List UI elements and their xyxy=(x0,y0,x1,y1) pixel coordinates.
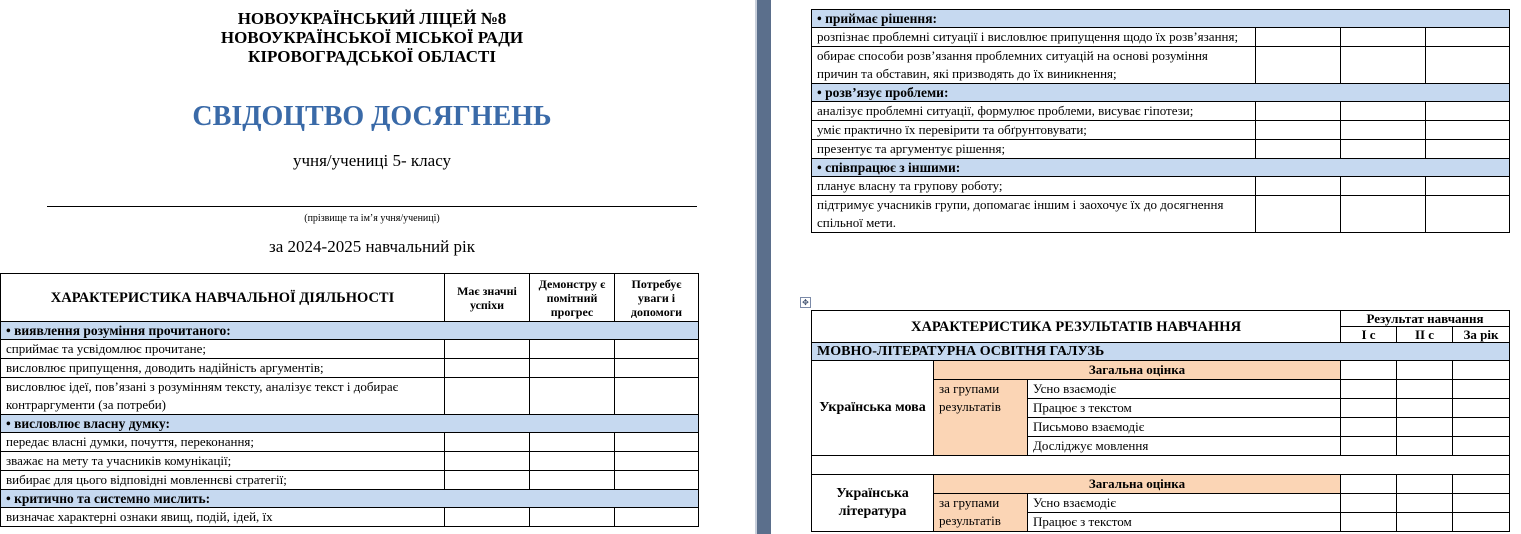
grade-cell[interactable] xyxy=(1453,437,1510,456)
name-caption: (прізвище та ім’я учня/учениці) xyxy=(304,213,440,224)
subject-name: Українська література xyxy=(812,475,934,532)
grade-cell[interactable] xyxy=(1341,437,1397,456)
table-row xyxy=(1,433,699,452)
grade-cell[interactable] xyxy=(1256,177,1341,196)
grade-cell[interactable] xyxy=(1341,513,1397,532)
row-label: уміє практично їх перевірити та обґрунтовувати; xyxy=(812,121,1256,140)
document-page-left xyxy=(0,0,755,534)
section-title: • висловлює власну думку: xyxy=(1,415,699,433)
result-group: Усно взаємодіє xyxy=(1028,494,1341,513)
grade-cell[interactable] xyxy=(1341,121,1426,140)
period-first-semester: І с xyxy=(1341,327,1397,343)
academic-year: за 2024-2025 навчальний рік xyxy=(269,237,475,256)
row-label: висловлює ідеї, пов’язані з розумінням тексту, аналізує текст і добирає контраргументи (за потреби) xyxy=(1,378,445,415)
school-line-2: НОВОУКРАЇНСЬКОЇ МІСЬКОЇ РАДИ xyxy=(220,28,524,47)
table-row xyxy=(812,140,1510,159)
section-title: • співпрацює з іншими: xyxy=(812,159,1510,177)
grade-cell[interactable] xyxy=(615,433,699,452)
grade-cell[interactable] xyxy=(1256,47,1341,84)
school-title xyxy=(0,9,744,66)
grade-cell[interactable] xyxy=(1426,102,1510,121)
school-line-1: НОВОУКРАЇНСЬКИЙ ЛІЦЕЙ №8 xyxy=(237,9,507,28)
table-row xyxy=(812,121,1510,140)
document-page-right xyxy=(771,0,1521,534)
col-significant-success: Має значні успіхи xyxy=(445,274,530,322)
results-table-title: ХАРАКТЕРИСТИКА РЕЗУЛЬТАТІВ НАВЧАННЯ xyxy=(812,311,1341,343)
grade-cell[interactable] xyxy=(445,452,530,471)
grade-cell[interactable] xyxy=(615,359,699,378)
grade-cell[interactable] xyxy=(1397,437,1453,456)
section-title: • виявлення розуміння прочитаного: xyxy=(1,322,699,340)
grade-cell[interactable] xyxy=(1397,418,1453,437)
table-row xyxy=(1,471,699,490)
grade-cell[interactable] xyxy=(1256,102,1341,121)
grade-cell[interactable] xyxy=(1341,102,1426,121)
activity-table xyxy=(0,273,699,527)
row-label: сприймає та усвідомлює прочитане; xyxy=(1,340,445,359)
grade-cell[interactable] xyxy=(1453,361,1510,380)
grade-cell[interactable] xyxy=(1397,361,1453,380)
section-title: • розв’язує проблеми: xyxy=(812,84,1510,102)
row-label: аналізує проблемні ситуації, формулює проблеми, висуває гіпотези; xyxy=(812,102,1256,121)
result-group: Досліджує мовлення xyxy=(1028,437,1341,456)
grade-cell[interactable] xyxy=(1256,121,1341,140)
grade-cell[interactable] xyxy=(1341,28,1426,47)
activity-table-continued xyxy=(811,9,1510,233)
grade-cell[interactable] xyxy=(530,508,615,527)
col-noticeable-progress: Демонстру є помітний прогрес xyxy=(530,274,615,322)
grade-cell[interactable] xyxy=(615,452,699,471)
grade-cell[interactable] xyxy=(1453,418,1510,437)
row-label: презентує та аргументує рішення; xyxy=(812,140,1256,159)
row-label: обирає способи розв’язання проблемних ситуацій на основі розуміння причин та обставин, які призводять до їх виникнення; xyxy=(812,47,1256,84)
grade-cell[interactable] xyxy=(1397,399,1453,418)
result-header: Результат навчання xyxy=(1341,311,1510,327)
grade-cell[interactable] xyxy=(445,359,530,378)
table-row xyxy=(812,47,1510,84)
table-row xyxy=(1,452,699,471)
table-row xyxy=(1,378,699,415)
grade-cell[interactable] xyxy=(1453,494,1510,513)
grade-cell[interactable] xyxy=(1341,380,1397,399)
grade-cell[interactable] xyxy=(1397,475,1453,494)
result-group: Письмово взаємодіє xyxy=(1028,418,1341,437)
row-label: висловлює припущення, доводить надійність аргументів; xyxy=(1,359,445,378)
grade-cell[interactable] xyxy=(1256,196,1341,233)
grade-cell[interactable] xyxy=(445,508,530,527)
grade-cell[interactable] xyxy=(445,378,530,415)
table-row xyxy=(812,102,1510,121)
result-group: Працює з текстом xyxy=(1028,513,1341,532)
col-needs-attention: Потребує уваги і допомоги xyxy=(615,274,699,322)
school-line-3: КІРОВОГРАДСЬКОЇ ОБЛАСТІ xyxy=(248,47,496,66)
grade-cell[interactable] xyxy=(1397,513,1453,532)
table-row xyxy=(812,28,1510,47)
grade-cell[interactable] xyxy=(615,471,699,490)
grade-cell[interactable] xyxy=(1426,28,1510,47)
grade-cell[interactable] xyxy=(1341,361,1397,380)
activity-table-title: ХАРАКТЕРИСТИКА НАВЧАЛЬНОЇ ДІЯЛЬНОСТІ xyxy=(1,274,445,322)
row-label: підтримує учасників групи, допомагає іншим і заохочує їх до досягнення спільної мети. xyxy=(812,196,1256,233)
table-row xyxy=(1,508,699,527)
section-title: • критично та системно мислить: xyxy=(1,490,699,508)
move-handle-icon[interactable]: ✥ xyxy=(800,297,811,308)
row-label: планує власну та групову роботу; xyxy=(812,177,1256,196)
grade-cell[interactable] xyxy=(1426,121,1510,140)
results-table xyxy=(811,310,1510,532)
grade-cell[interactable] xyxy=(1341,399,1397,418)
grade-cell[interactable] xyxy=(445,340,530,359)
grade-cell[interactable] xyxy=(615,340,699,359)
group-label: за групами результатів xyxy=(934,494,1028,532)
grade-cell[interactable] xyxy=(1426,177,1510,196)
grade-cell[interactable] xyxy=(1256,140,1341,159)
general-grade-label: Загальна оцінка xyxy=(934,361,1341,380)
grade-cell[interactable] xyxy=(530,471,615,490)
page-gutter xyxy=(755,0,771,534)
education-area: МОВНО-ЛІТЕРАТУРНА ОСВІТНЯ ГАЛУЗЬ xyxy=(812,343,1510,361)
grade-cell[interactable] xyxy=(1397,494,1453,513)
row-label: зважає на мету та учасників комунікації; xyxy=(1,452,445,471)
grade-cell[interactable] xyxy=(530,452,615,471)
certificate-title: СВІДОЦТВО ДОСЯГНЕНЬ xyxy=(192,101,552,132)
table-row xyxy=(1,340,699,359)
grade-cell[interactable] xyxy=(1426,140,1510,159)
grade-cell[interactable] xyxy=(530,359,615,378)
grade-cell[interactable] xyxy=(1341,494,1397,513)
grade-cell[interactable] xyxy=(1341,47,1426,84)
row-label: визначає характерні ознаки явищ, подій, ідей, їх xyxy=(1,508,445,527)
grade-cell[interactable] xyxy=(530,340,615,359)
row-label: вибирає для цього відповідні мовленнєві стратегії; xyxy=(1,471,445,490)
group-label: за групами результатів xyxy=(934,380,1028,456)
row-label: розпізнає проблемні ситуації і висловлює припущення щодо їх розв’язання; xyxy=(812,28,1256,47)
grade-cell[interactable] xyxy=(615,508,699,527)
row-label: передає власні думки, почуття, переконання; xyxy=(1,433,445,452)
table-row xyxy=(812,177,1510,196)
grade-cell[interactable] xyxy=(445,433,530,452)
period-year: За рік xyxy=(1453,327,1510,343)
grade-cell[interactable] xyxy=(1453,475,1510,494)
student-name-line[interactable] xyxy=(47,206,697,207)
grade-cell[interactable] xyxy=(1341,196,1426,233)
grade-cell[interactable] xyxy=(1453,399,1510,418)
period-second-semester: ІІ с xyxy=(1397,327,1453,343)
grade-cell[interactable] xyxy=(1453,380,1510,399)
grade-cell[interactable] xyxy=(1341,475,1397,494)
grade-cell[interactable] xyxy=(1341,418,1397,437)
result-group: Працює з текстом xyxy=(1028,399,1341,418)
grade-cell[interactable] xyxy=(1256,28,1341,47)
grade-cell[interactable] xyxy=(1341,140,1426,159)
grade-cell[interactable] xyxy=(1426,47,1510,84)
grade-cell[interactable] xyxy=(615,378,699,415)
grade-cell[interactable] xyxy=(445,471,530,490)
spacer-row xyxy=(812,456,1510,475)
general-grade-label: Загальна оцінка xyxy=(934,475,1341,494)
grade-cell[interactable] xyxy=(530,378,615,415)
result-group: Усно взаємодіє xyxy=(1028,380,1341,399)
table-row xyxy=(812,196,1510,233)
subject-name: Українська мова xyxy=(812,361,934,456)
section-title: • приймає рішення: xyxy=(812,10,1510,28)
table-row xyxy=(1,359,699,378)
grade-cell[interactable] xyxy=(1341,177,1426,196)
grade-cell[interactable] xyxy=(1426,196,1510,233)
grade-cell[interactable] xyxy=(530,433,615,452)
grade-cell[interactable] xyxy=(1453,513,1510,532)
grade-cell[interactable] xyxy=(1397,380,1453,399)
student-class: учня/учениці 5- класу xyxy=(292,151,452,170)
